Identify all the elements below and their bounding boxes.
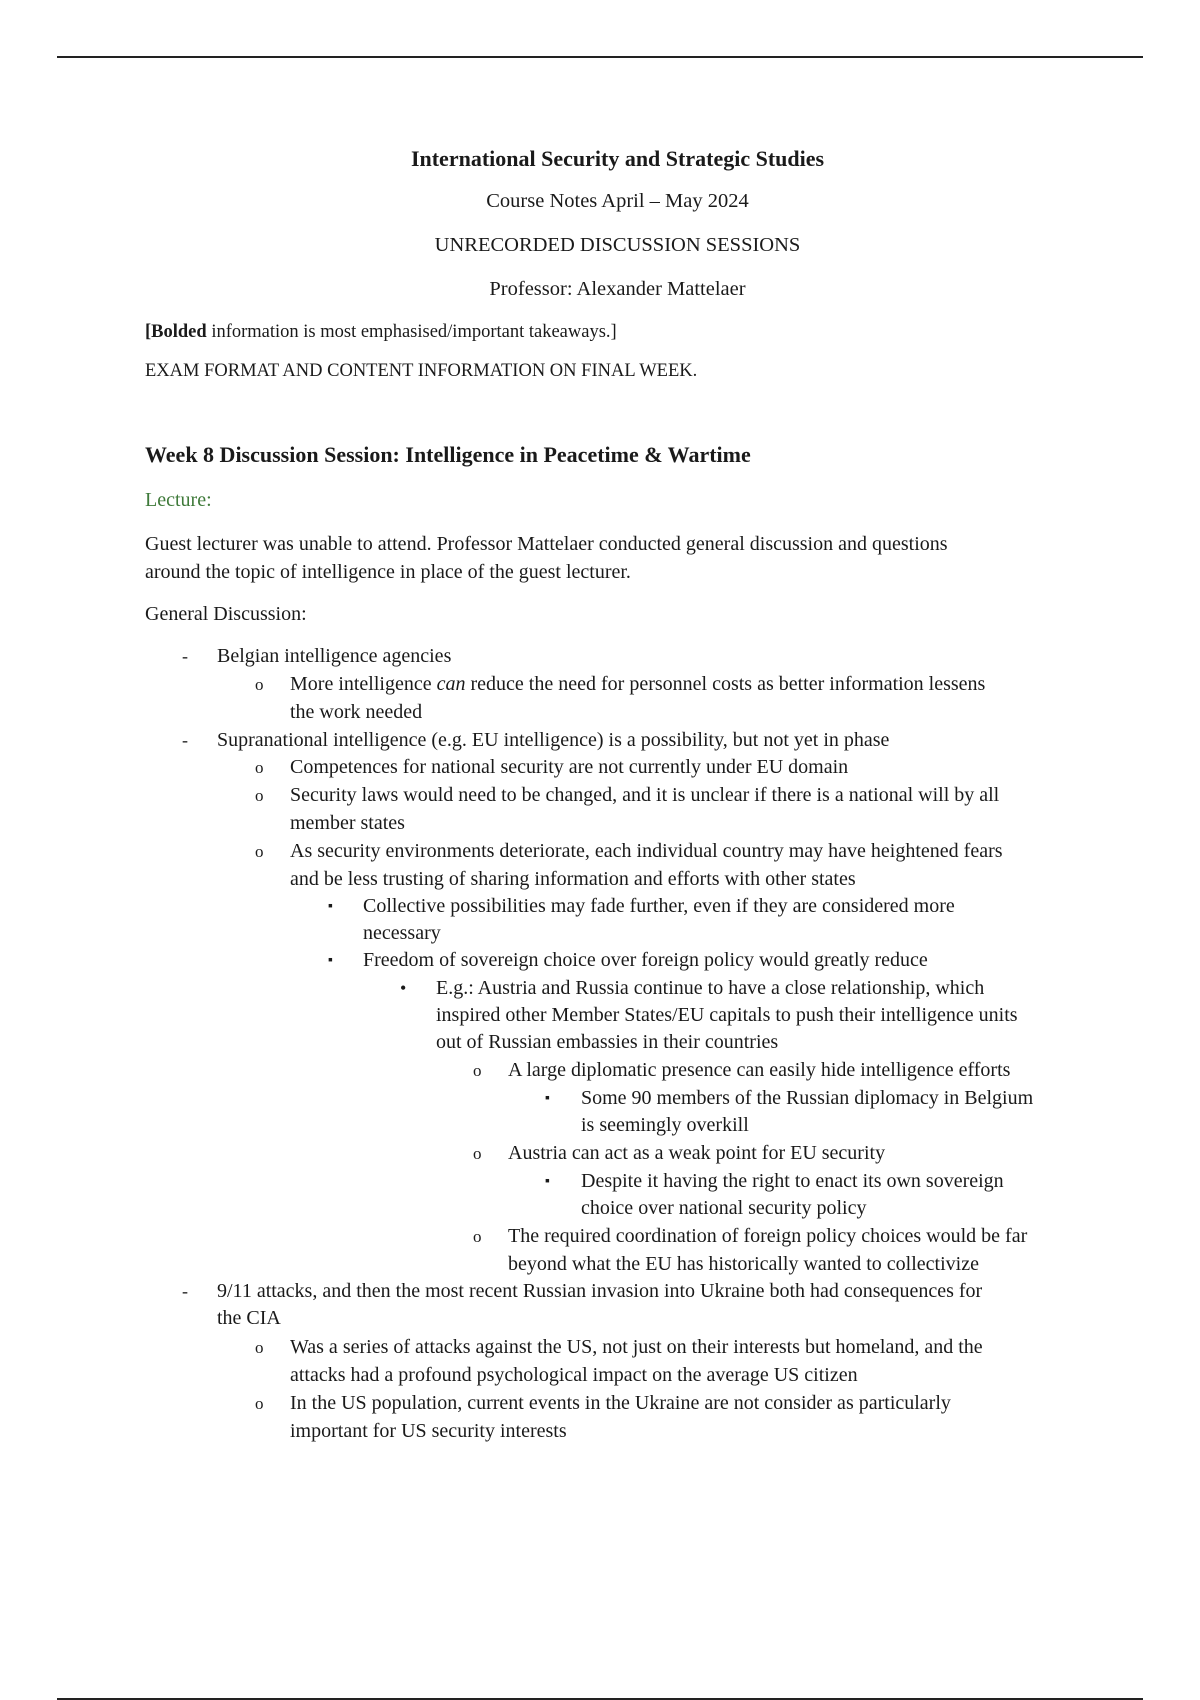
list-item: Freedom of sovereign choice over foreign policy would greatly reduce [363, 949, 928, 971]
square-marker: ▪ [328, 953, 333, 968]
list-item-continuation: member states [290, 812, 405, 834]
exam-note: EXAM FORMAT AND CONTENT INFORMATION ON FINAL WEEK. [145, 361, 698, 381]
bolded-note-rest: information is most emphasised/important takeaways.] [206, 322, 617, 342]
circle-marker: o [255, 1338, 264, 1357]
professor-name: Professor: Alexander Mattelaer [489, 278, 746, 300]
lecture-label: Lecture: [145, 489, 212, 511]
list-item: Austria can act as a weak point for EU security [508, 1142, 886, 1164]
list-item: E.g.: Austria and Russia continue to have a close relationship, which [436, 977, 985, 999]
lecture-paragraph [145, 530, 1090, 586]
list-item: Was a series of attacks against the US, not just on their interests but homeland, and the [290, 1336, 983, 1358]
list-item-continuation: out of Russian embassies in their countries [436, 1031, 779, 1053]
emphasis-can: can [436, 673, 466, 695]
list-item: Supranational intelligence (e.g. EU intelligence) is a possibility, but not yet in phase [217, 729, 890, 751]
list-item-continuation: necessary [363, 922, 441, 944]
square-marker: ▪ [545, 1174, 550, 1189]
circle-marker: o [473, 1061, 482, 1080]
course-dates: Course Notes April – May 2024 [486, 190, 749, 212]
list-item-continuation: choice over national security policy [581, 1197, 867, 1219]
circle-marker: o [473, 1144, 482, 1163]
list-item [290, 671, 985, 699]
list-item: Belgian intelligence agencies [217, 645, 452, 667]
bullet-marker: • [400, 978, 407, 998]
lecture-line-2: around the topic of intelligence in place of the guest lecturer. [145, 561, 631, 583]
square-marker: ▪ [545, 1091, 550, 1106]
list-item-continuation: the work needed [290, 701, 423, 723]
list-item: The required coordination of foreign policy choices would be far [508, 1225, 1028, 1247]
general-discussion-label: General Discussion: [145, 603, 307, 625]
list-item-continuation: important for US security interests [290, 1420, 567, 1442]
list-item-text: reduce the need for personnel costs as better information lessens [465, 673, 986, 695]
list-item-continuation: is seemingly overkill [581, 1114, 749, 1136]
session-type: UNRECORDED DISCUSSION SESSIONS [434, 234, 801, 256]
list-item: Security laws would need to be changed, and it is unclear if there is a national will by all [290, 784, 1000, 806]
list-item-text: More intelligence [290, 673, 437, 695]
list-item: Some 90 members of the Russian diplomacy in Belgium [581, 1087, 1034, 1109]
square-marker: ▪ [328, 899, 333, 914]
list-item: As security environments deteriorate, each individual country may have heightened fears [290, 840, 1003, 862]
bolded-note-bold: [Bolded [145, 322, 207, 342]
list-item-continuation: and be less trusting of sharing information and efforts with other states [290, 868, 856, 890]
list-item: Collective possibilities may fade further, even if they are considered more [363, 895, 955, 917]
list-item-continuation: attacks had a profound psychological impact on the average US citizen [290, 1364, 858, 1386]
dash-marker: - [182, 646, 188, 666]
circle-marker: o [255, 758, 264, 777]
bolded-note [145, 322, 617, 343]
list-item: 9/11 attacks, and then the most recent Russian invasion into Ukraine both had consequences for [217, 1280, 983, 1302]
list-item-continuation: inspired other Member States/EU capitals to push their intelligence units [436, 1004, 1018, 1026]
circle-marker: o [255, 842, 264, 861]
week8-heading: Week 8 Discussion Session: Intelligence in Peacetime & Wartime [145, 442, 751, 467]
circle-marker: o [473, 1227, 482, 1246]
list-item: In the US population, current events in the Ukraine are not consider as particularly [290, 1392, 951, 1414]
circle-marker: o [255, 786, 264, 805]
dash-marker: - [182, 1281, 188, 1301]
list-item: Despite it having the right to enact its own sovereign [581, 1170, 1004, 1192]
list-item: A large diplomatic presence can easily hide intelligence efforts [508, 1059, 1011, 1081]
circle-marker: o [255, 675, 264, 694]
dash-marker: - [182, 730, 188, 750]
lecture-line-1: Guest lecturer was unable to attend. Professor Mattelaer conducted general discussion and questions [145, 533, 948, 555]
list-item: Competences for national security are not currently under EU domain [290, 756, 849, 778]
top-rule [57, 56, 1143, 58]
list-item-continuation: the CIA [217, 1307, 281, 1329]
document-title: International Security and Strategic Studies [410, 146, 825, 171]
list-item-continuation: beyond what the EU has historically wanted to collectivize [508, 1253, 979, 1275]
circle-marker: o [255, 1394, 264, 1413]
